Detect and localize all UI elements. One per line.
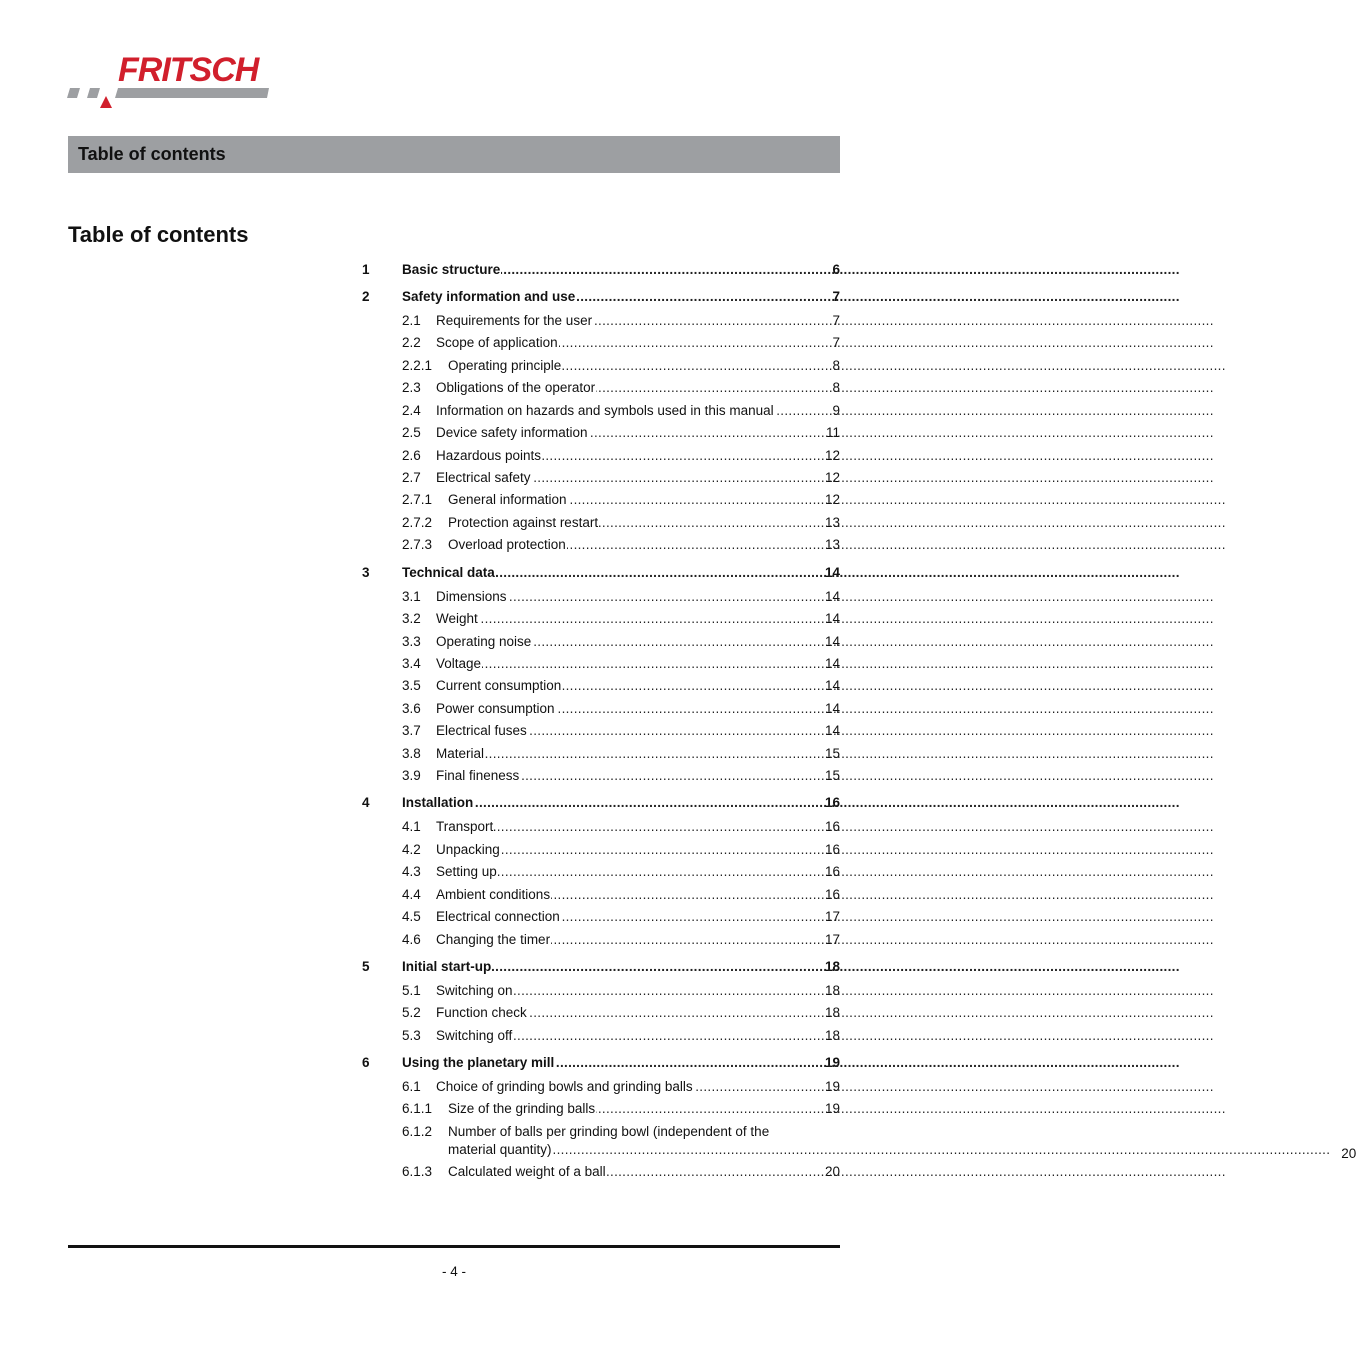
toc-entry[interactable] [362, 402, 840, 422]
toc-entry-number: 3.2 [402, 611, 421, 626]
toc-entry-title [448, 514, 814, 532]
toc-entry-number: 4.3 [402, 864, 421, 879]
toc-entry-title [436, 610, 814, 628]
toc-entry-title [436, 469, 814, 487]
toc-entry-number: 5.2 [402, 1005, 421, 1020]
toc-entry-number: 3.1 [402, 589, 421, 604]
toc-entry-title-text: Number of balls per grinding bowl (independent of the [448, 1124, 770, 1139]
toc-entry-title-line2 [448, 1141, 1330, 1159]
toc-entry-page: 14 [824, 678, 840, 693]
toc-entry-number: 5 [362, 959, 370, 974]
toc-entry-page: 15 [824, 768, 840, 783]
toc-entry-number: 6.1.2 [402, 1124, 433, 1139]
toc-entry-number: 6 [362, 1055, 370, 1070]
toc-entry-number: 4.4 [402, 887, 421, 902]
toc-entry-title [436, 447, 814, 465]
toc-entry-title-text: Weight [436, 611, 478, 626]
toc-entry-title [436, 424, 814, 442]
toc-entry[interactable] [362, 818, 840, 838]
toc-entry-title [436, 818, 814, 836]
toc-entry[interactable] [362, 722, 840, 742]
toc-entry-page: 14 [824, 565, 840, 580]
toc-entry-title [436, 312, 814, 330]
toc-entry-title-text: Overload protection [448, 537, 566, 552]
toc-entry-number: 2.1 [402, 313, 421, 328]
toc-entry-title-text: Operating noise [436, 634, 532, 649]
toc-entry-title-text: Size of the grinding balls [448, 1101, 596, 1116]
toc-entry-title-text: Initial start-up [402, 959, 492, 974]
toc-entry-number: 3.5 [402, 678, 421, 693]
toc-entry-page: 7 [832, 313, 840, 328]
toc-entry-title [402, 958, 814, 976]
toc-entry-page: 12 [824, 492, 840, 507]
toc-entry[interactable] [362, 334, 840, 354]
toc-entry[interactable] [362, 610, 840, 630]
toc-entry-number: 2.7.3 [402, 537, 433, 552]
toc-entry-number: 2.6 [402, 448, 421, 463]
toc-entry[interactable] [362, 886, 840, 906]
toc-entry-number: 2.5 [402, 425, 421, 440]
toc-entry-title-text: General information [448, 492, 567, 507]
toc-entry-page: 16 [824, 819, 840, 834]
toc-entry-title [436, 334, 814, 352]
toc-entry-title [436, 863, 814, 881]
toc-entry-number: 2.3 [402, 380, 421, 395]
page-number: - 4 - [441, 1264, 466, 1279]
toc-entry-title-text: Final fineness [436, 768, 520, 783]
toc-entry-title [436, 700, 814, 718]
toc-entry-title [448, 1100, 814, 1118]
toc-entry[interactable] [362, 424, 840, 444]
toc-entry-title-text: Installation [402, 795, 474, 810]
toc-entry[interactable] [362, 908, 840, 928]
toc-entry-page: 14 [824, 701, 840, 716]
toc-entry-number: 6.1.1 [402, 1101, 433, 1116]
toc-entry-title-text: Switching on [436, 983, 513, 998]
toc-entry[interactable] [362, 536, 840, 556]
toc-entry-title-text: Information on hazards and symbols used in this manual [436, 403, 774, 418]
toc-entry-title-text: Ambient conditions [436, 887, 551, 902]
section-header-label: Table of contents [78, 144, 226, 164]
toc-entry[interactable] [362, 863, 840, 883]
toc-entry-page: 6 [832, 262, 840, 277]
toc-entry-title [448, 1123, 1330, 1159]
toc-entry-page: 16 [824, 887, 840, 902]
toc-entry-page: 17 [824, 909, 840, 924]
toc-entry-page: 20 [824, 1164, 840, 1179]
toc-entry-number: 5.3 [402, 1028, 421, 1043]
toc-entry-title [436, 402, 814, 420]
toc-entry-page: 15 [824, 746, 840, 761]
toc-entry-title [448, 1163, 814, 1181]
toc-entry[interactable] [362, 312, 840, 332]
toc-entry[interactable] [362, 677, 840, 697]
toc-entry-title [436, 588, 814, 606]
toc-entry-number: 2.7 [402, 470, 421, 485]
toc-entry-title-text: Switching off [436, 1028, 513, 1043]
toc-entry-title [436, 1004, 814, 1022]
toc-entry-title [436, 379, 814, 397]
toc-entry-title-text: Changing the timer [436, 932, 551, 947]
toc-entry[interactable] [362, 514, 840, 534]
toc-entry[interactable] [362, 261, 840, 281]
toc-entry-page: 13 [824, 515, 840, 530]
toc-entry[interactable] [362, 447, 840, 467]
toc-entry[interactable] [362, 841, 840, 861]
toc-entry-title [436, 1078, 814, 1096]
toc-entry-title-text: Dimensions [436, 589, 507, 604]
toc-entry-page: 14 [824, 589, 840, 604]
logo-text: FRITSCH [118, 51, 259, 89]
toc-entry[interactable] [362, 655, 840, 675]
toc-entry-number: 3.3 [402, 634, 421, 649]
toc-entry-title [436, 1027, 814, 1045]
toc-entry-title-text: Hazardous points [436, 448, 542, 463]
toc-entry[interactable] [362, 1123, 1356, 1163]
toc-entry-number: 4.5 [402, 909, 421, 924]
toc-entry-page: 7 [832, 335, 840, 350]
toc-entry[interactable] [362, 745, 840, 765]
toc-entry-title-text: Voltage [436, 656, 482, 671]
toc-entry-page: 13 [824, 537, 840, 552]
toc-entry-number: 3.7 [402, 723, 421, 738]
toc-entry-title-text: Electrical safety [436, 470, 531, 485]
toc-entry-title-text: Operating principle [448, 358, 562, 373]
toc-entry-page: 12 [824, 448, 840, 463]
toc-entry-page: 12 [824, 470, 840, 485]
toc-entry-title-text: Requirements for the user [436, 313, 593, 328]
toc-entry-page: 19 [824, 1055, 840, 1070]
toc-entry-page: 18 [824, 1028, 840, 1043]
toc-entry-title-text: Protection against restart [448, 515, 599, 530]
toc-entry-title [436, 886, 814, 904]
toc-entry-title [436, 908, 814, 926]
toc-entry-title [402, 1054, 814, 1072]
toc-entry-number: 3.6 [402, 701, 421, 716]
toc-entry-title [436, 931, 814, 949]
toc-entry-number: 2.7.1 [402, 492, 433, 507]
toc-entry[interactable] [362, 700, 840, 720]
toc-entry-page: 18 [824, 959, 840, 974]
toc-entry[interactable] [362, 288, 840, 308]
toc-entry-number: 3.8 [402, 746, 421, 761]
toc-entry[interactable] [362, 1027, 840, 1047]
toc-entry-number: 2.2.1 [402, 358, 433, 373]
toc-entry-page: 9 [832, 403, 840, 418]
toc-entry-page: 20 [1341, 1146, 1356, 1161]
toc-entry-title-text: Electrical fuses [436, 723, 527, 738]
fritsch-logo [66, 50, 286, 114]
toc-entry-page: 14 [824, 611, 840, 626]
toc-entry-page: 14 [824, 634, 840, 649]
toc-entry-number: 4.2 [402, 842, 421, 857]
toc-entry-title [402, 564, 814, 582]
toc-entry[interactable] [362, 469, 840, 489]
toc-entry[interactable] [362, 982, 840, 1002]
toc-entry-page: 16 [824, 864, 840, 879]
toc-entry-title [436, 841, 814, 859]
toc-entry-title-text: Unpacking [436, 842, 500, 857]
toc-entry[interactable] [362, 1078, 840, 1098]
toc-entry-title-text: Obligations of the operator [436, 380, 596, 395]
toc-entry-title-text: Power consumption [436, 701, 555, 716]
toc-entry-page: 19 [824, 1079, 840, 1094]
toc-entry-title-text: Material [436, 746, 485, 761]
toc-entry-title-text: Calculated weight of a ball [448, 1164, 606, 1179]
toc-entry-number: 4 [362, 795, 370, 810]
toc-entry-number: 2.2 [402, 335, 421, 350]
toc-entry-page: 17 [824, 932, 840, 947]
toc-entry[interactable] [362, 633, 840, 653]
toc-entry-title [436, 722, 814, 740]
toc-entry-title [436, 767, 814, 785]
toc-entry-page: 18 [824, 1005, 840, 1020]
toc-entry-number: 3.4 [402, 656, 421, 671]
toc-entry[interactable] [362, 1163, 840, 1183]
toc-entry-title [402, 288, 814, 306]
toc-entry-title-text: Using the planetary mill [402, 1055, 555, 1070]
toc-entry-number: 2.4 [402, 403, 421, 418]
toc-entry[interactable] [362, 357, 840, 377]
toc-entry-title [402, 794, 814, 812]
toc-entry-title-text: Safety information and use [402, 289, 576, 304]
toc-entry-number: 4.6 [402, 932, 421, 947]
toc-entry-title-text: Current consumption [436, 678, 562, 693]
toc-entry[interactable] [362, 564, 840, 584]
toc-entry-title [448, 491, 814, 509]
toc-entry[interactable] [362, 1100, 840, 1120]
toc-entry-title-text: Device safety information [436, 425, 588, 440]
toc-entry-number: 6.1.3 [402, 1164, 433, 1179]
toc-entry-title-text: Transport [436, 819, 494, 834]
toc-entry-number: 4.1 [402, 819, 421, 834]
toc-entry[interactable] [362, 379, 840, 399]
section-header-bar [68, 136, 840, 173]
toc-entry-page: 18 [824, 983, 840, 998]
toc-entry[interactable] [362, 1004, 840, 1024]
toc-entry-number: 2.7.2 [402, 515, 433, 530]
toc-entry-page: 16 [824, 842, 840, 857]
toc-entry-page: 14 [824, 723, 840, 738]
toc-entry-page: 8 [832, 358, 840, 373]
footer-divider [68, 1245, 840, 1248]
toc-entry-number: 5.1 [402, 983, 421, 998]
toc-entry-number: 3.9 [402, 768, 421, 783]
toc-entry-page: 16 [824, 795, 840, 810]
toc-entry-number: 3 [362, 565, 370, 580]
toc-entry[interactable] [362, 931, 840, 951]
page-title: Table of contents [68, 222, 249, 247]
toc-entry-title [402, 261, 814, 279]
toc-entry[interactable] [362, 767, 840, 787]
toc-entry-page: 7 [832, 289, 840, 304]
toc-entry-title [436, 655, 814, 673]
toc-entry-title-text: Choice of grinding bowls and grinding balls [436, 1079, 693, 1094]
toc-entry-title-text: Basic structure [402, 262, 501, 277]
toc-entry-number: 2 [362, 289, 370, 304]
toc-entry[interactable] [362, 491, 840, 511]
toc-entry-number: 6.1 [402, 1079, 421, 1094]
toc-entry-page: 11 [825, 425, 840, 440]
toc-entry-title [436, 677, 814, 695]
toc-entry-title-text: Electrical connection [436, 909, 560, 924]
toc-entry-page: 8 [832, 380, 840, 395]
toc-entry-title-text2: material quantity) [448, 1142, 552, 1157]
toc-entry-page: 14 [824, 656, 840, 671]
toc-entry[interactable] [362, 958, 840, 978]
toc-entry-page: 19 [824, 1101, 840, 1116]
toc-entry-title [448, 536, 814, 554]
toc-entry-title [436, 982, 814, 1000]
toc-entry-title [436, 745, 814, 763]
toc-entry[interactable] [362, 1054, 840, 1074]
toc-entry[interactable] [362, 794, 840, 814]
toc-entry-title [436, 633, 814, 651]
toc-entry-title-text: Setting up [436, 864, 497, 879]
toc-entry[interactable] [362, 588, 840, 608]
toc-entry-title [448, 357, 814, 375]
toc-entry-title-text: Technical data [402, 565, 495, 580]
toc-entry-title-text: Scope of application [436, 335, 558, 350]
toc-entry-number: 1 [362, 262, 370, 277]
toc-entry-title-text: Function check [436, 1005, 527, 1020]
